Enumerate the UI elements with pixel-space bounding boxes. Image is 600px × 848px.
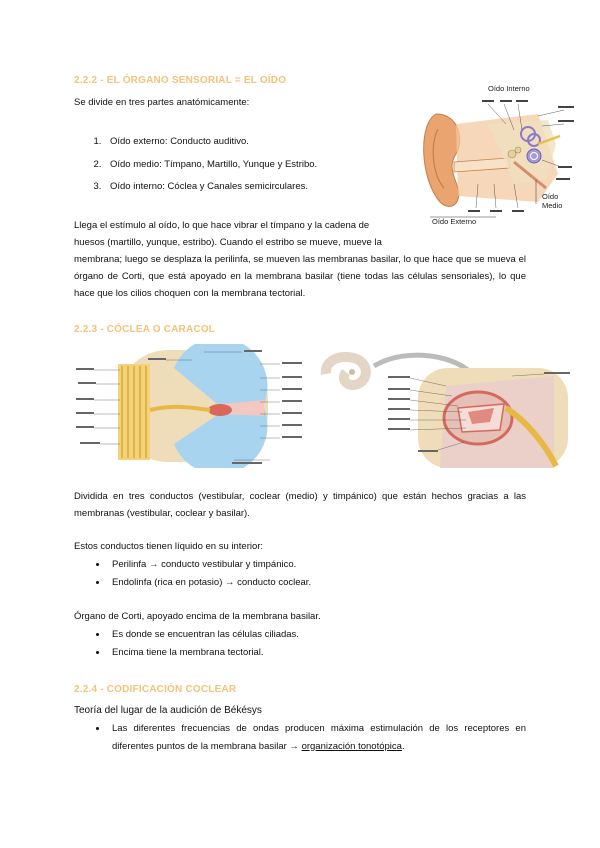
list-item: • Endolinfa (rica en potasio) → conducto coclear. (108, 574, 526, 592)
list-item (108, 720, 526, 755)
cochlea-paragraph: Dividida en tres conductos (vestibular, coclear (medio) y timpánico) que están hechos gracias a las membranas (vestibular, coclear y basilar). (74, 491, 526, 519)
corti-list (74, 626, 526, 661)
intro-text: Se divide en tres partes anatómicamente: (74, 97, 250, 108)
liquids-intro: Estos conductos tienen líquido en su interior: (74, 541, 264, 552)
para-rest: membrana; luego se desplaza la perilinfa, se mueven las membranas basilar, lo que hace que se mueva el órgano de Corti, que está apoyado en la membrana basilar (tiene todas las células sensoriales), lo que hace que los cilios choquen con la membrana tectorial. (74, 254, 526, 299)
list-item: 3. Oído interno: Cóclea y Canales semicirculares. (104, 176, 317, 199)
list-item: • Es donde se encuentran las células ciliadas. (108, 626, 526, 644)
liquids-list (74, 556, 526, 591)
theory-subtitle: Teoría del lugar de la audición de Békésys (74, 705, 262, 716)
list-item: 2. Oído medio: Tímpano, Martillo, Yunque y Estribo. (104, 154, 317, 177)
list-item: • Perilinfa → conducto vestibular y timpánico. (108, 556, 526, 574)
section-heading-ear: 2.2.2 - EL ÓRGANO SENSORIAL = EL OÍDO (74, 75, 287, 86)
ear-anatomy-figure (418, 84, 578, 230)
ear-parts-list (74, 131, 317, 199)
cochlea-spiral-figure (318, 346, 574, 470)
label-inner-ear: Oído Interno (488, 84, 530, 93)
tonotopic-link: organización tonotópica (301, 740, 402, 752)
corti-intro: Órgano de Corti, apoyado encima de la membrana basilar. (74, 611, 321, 622)
coding-list (74, 720, 526, 755)
para-line-1: Llega el estímulo al oído, lo que hace vibrar el tímpano y la cadena de (74, 220, 370, 231)
list-item: 1. Oído externo: Conducto auditivo. (104, 131, 317, 154)
cochlea-cross-section-figure (74, 344, 306, 468)
label-middle-ear: Oído Medio (542, 192, 563, 210)
para-line-2: huesos (martillo, yunque, estribo). Cuando el estribo se mueve, mueve la (74, 237, 382, 248)
label-outer-ear: Oído Externo (432, 217, 477, 226)
section-heading-cochlea: 2.2.3 - CÓCLEA O CARACOL (74, 324, 216, 335)
list-item: • Encima tiene la membrana tectorial. (108, 644, 526, 662)
bullet-end: . (401, 740, 405, 752)
section-heading-coding: 2.2.4 - CODIFICACIÓN COCLEAR (74, 684, 237, 695)
bullet-text: Las diferentes frecuencias de ondas producen máxima estimulación de los receptores en diferentes puntos de la membrana basilar → (112, 723, 526, 752)
